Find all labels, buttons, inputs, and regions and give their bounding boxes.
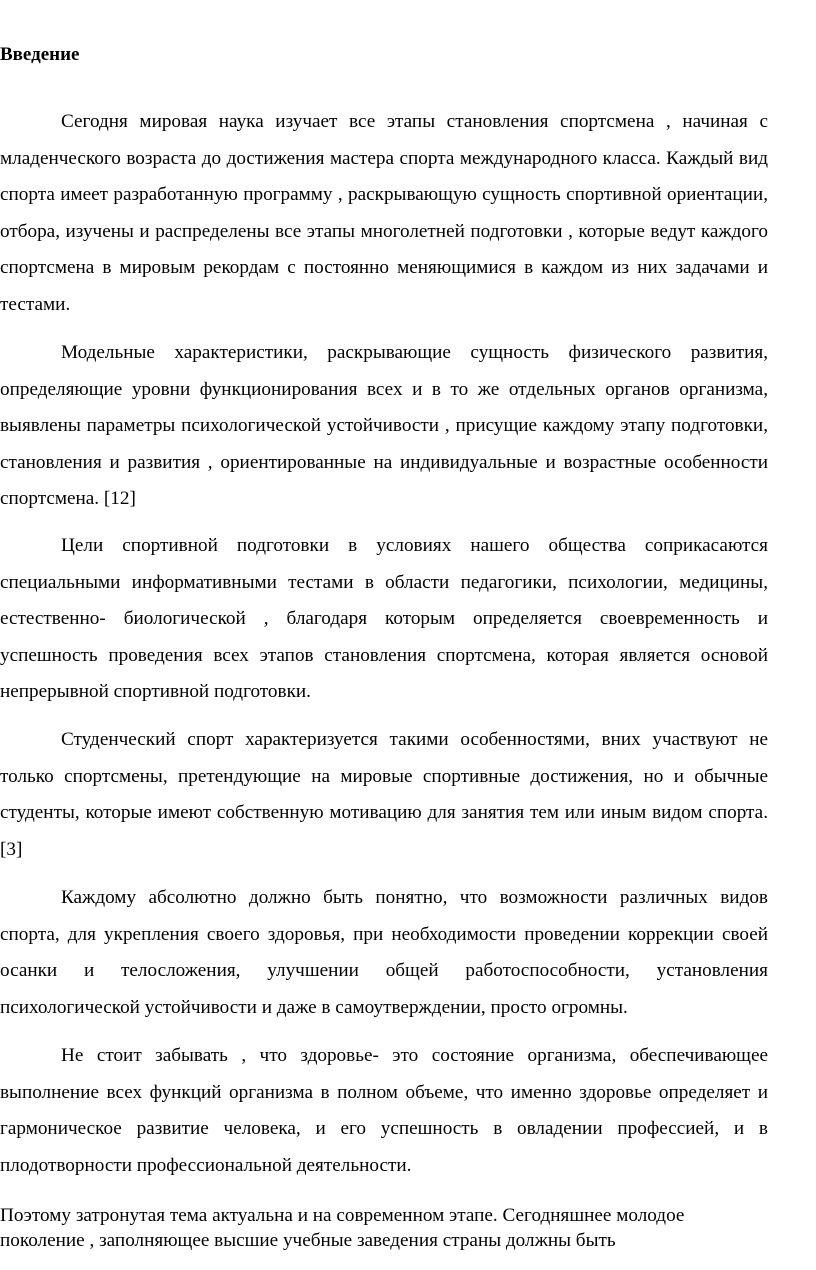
closing-line-2: поколение , заполняющее высшие учебные заведения страны должны быть [0, 1230, 616, 1251]
paragraph-4: Студенческий спорт характеризуется такими особенностями, вних участвуют не только спортсмены, претендующие на мировые спортивные достижения, но и обычные студенты, которые имеют собственную мотивацию для занятия тем или иным видом спорта. [3] [0, 729, 768, 860]
paragraph-1: Сегодня мировая наука изучает все этапы становления спортсмена , начиная с младенческого возраста до достижения мастера спорта международного класса. Каждый вид спорта имеет разработанную программу , раскрывающую сущность спортивной ориентации, отбора, изучены и распределены все этапы многолетней подготовки , которые ведут каждого спортсмена в мировым рекордам с постоянно меняющимися в каждом из них задачами и тестами. [0, 111, 768, 315]
closing-line-1: Поэтому затронутая тема актуальна и на современном этапе. Сегодняшнее молодое [0, 1205, 685, 1226]
paragraph-5: Каждому абсолютно должно быть понятно, что возможности различных видов спорта, для укрепления своего здоровья, при необходимости проведении коррекции своей осанки и телосложения, улучшении общей работоспособности, установления психологической устойчивости и даже в самоутверждении, просто огромны. [0, 887, 768, 1018]
closing-paragraph [0, 1203, 768, 1253]
document-heading: Введение [0, 44, 80, 65]
paragraph-3: Цели спортивной подготовки в условиях нашего общества соприкасаются специальными информативными тестами в области педагогики, психологии, медицины, естественно- биологической , благодаря которым определяется своевременность и успешность проведения всех этапов становления спортсмена, которая является основой непрерывной спортивной подготовки. [0, 535, 768, 703]
paragraph-2: Модельные характеристики, раскрывающие сущность физического развития, определяющие уровни функционирования всех и в то же отдельных органов организма, выявлены параметры психологической устойчивости , присущие каждому этапу подготовки, становления и развития , ориентированные на индивидуальные и возрастные особенности спортсмена. [12] [0, 342, 768, 510]
paragraph-6: Не стоит забывать , что здоровье- это состояние организма, обеспечивающее выполнение всех функций организма в полном объеме, что именно здоровье определяет и гармоническое развитие человека, и его успешность в овладении профессией, и в плодотворности профессиональной деятельности. [0, 1045, 768, 1176]
